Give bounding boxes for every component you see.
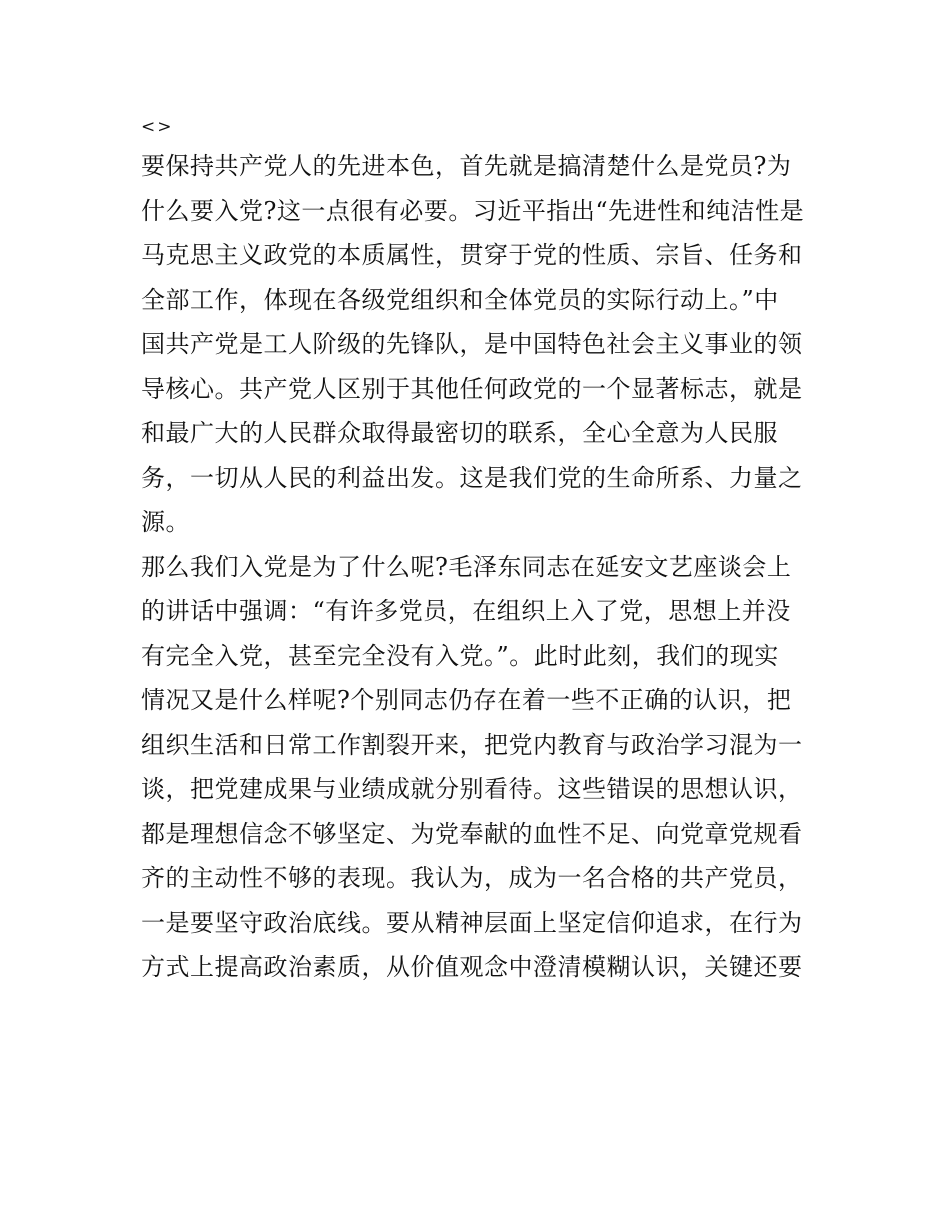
text-line: 有完全入党，甚至完全没有入党。”。此时此刻，我们的现实: [141, 641, 779, 670]
text-line: 都是理想信念不够坚定、为党奉献的血性不足、向党章党规看: [141, 819, 803, 848]
document-marker: <>: [141, 117, 174, 137]
text-line: 要保持共产党人的先进本色，首先就是搞清楚什么是党员?为: [141, 152, 792, 180]
text-line: 一是要坚守政治底线。要从精神层面上坚定信仰追求，在行为: [141, 908, 803, 937]
text-line: 务，一切从人民的利益出发。这是我们党的生命所系、力量之: [141, 463, 803, 492]
text-line: 全部工作，体现在各级党组织和全体党员的实际行动上。”中: [141, 285, 779, 314]
text-line: 情况又是什么样呢?个别同志仍存在着一些不正确的认识，把: [141, 686, 792, 714]
text-line: 齐的主动性不够的表现。我认为，成为一名合格的共产党员，: [141, 864, 803, 892]
text-line: 和最广大的人民群众取得最密切的联系，全心全意为人民服: [141, 419, 778, 447]
text-line: 国共产党是工人阶级的先锋队，是中国特色社会主义事业的领: [141, 330, 803, 358]
text-line: 那么我们入党是为了什么呢?毛泽东同志在延安文艺座谈会上: [141, 552, 792, 581]
text-line: 的讲话中强调：“有许多党员，在组织上入了党，思想上并没: [141, 597, 791, 625]
text-line: 导核心。共产党人区别于其他任何政党的一个显著标志，就是: [141, 374, 803, 403]
text-line: 谈，把党建成果与业绩成就分别看待。这些错误的思想认识，: [141, 775, 803, 803]
text-line: 组织生活和日常工作割裂开来，把党内教育与政治学习混为一: [141, 730, 803, 759]
document-body: [141, 110, 821, 990]
text-line: 什么要入党?这一点很有必要。习近平指出“先进性和纯洁性是: [141, 196, 805, 225]
text-line: 方式上提高政治素质，从价值观念中澄清模糊认识，关键还要: [141, 953, 803, 981]
text-line: 马克思主义政党的本质属性，贯穿于党的性质、宗旨、任务和: [141, 241, 803, 269]
text-line: 源。: [141, 508, 190, 536]
